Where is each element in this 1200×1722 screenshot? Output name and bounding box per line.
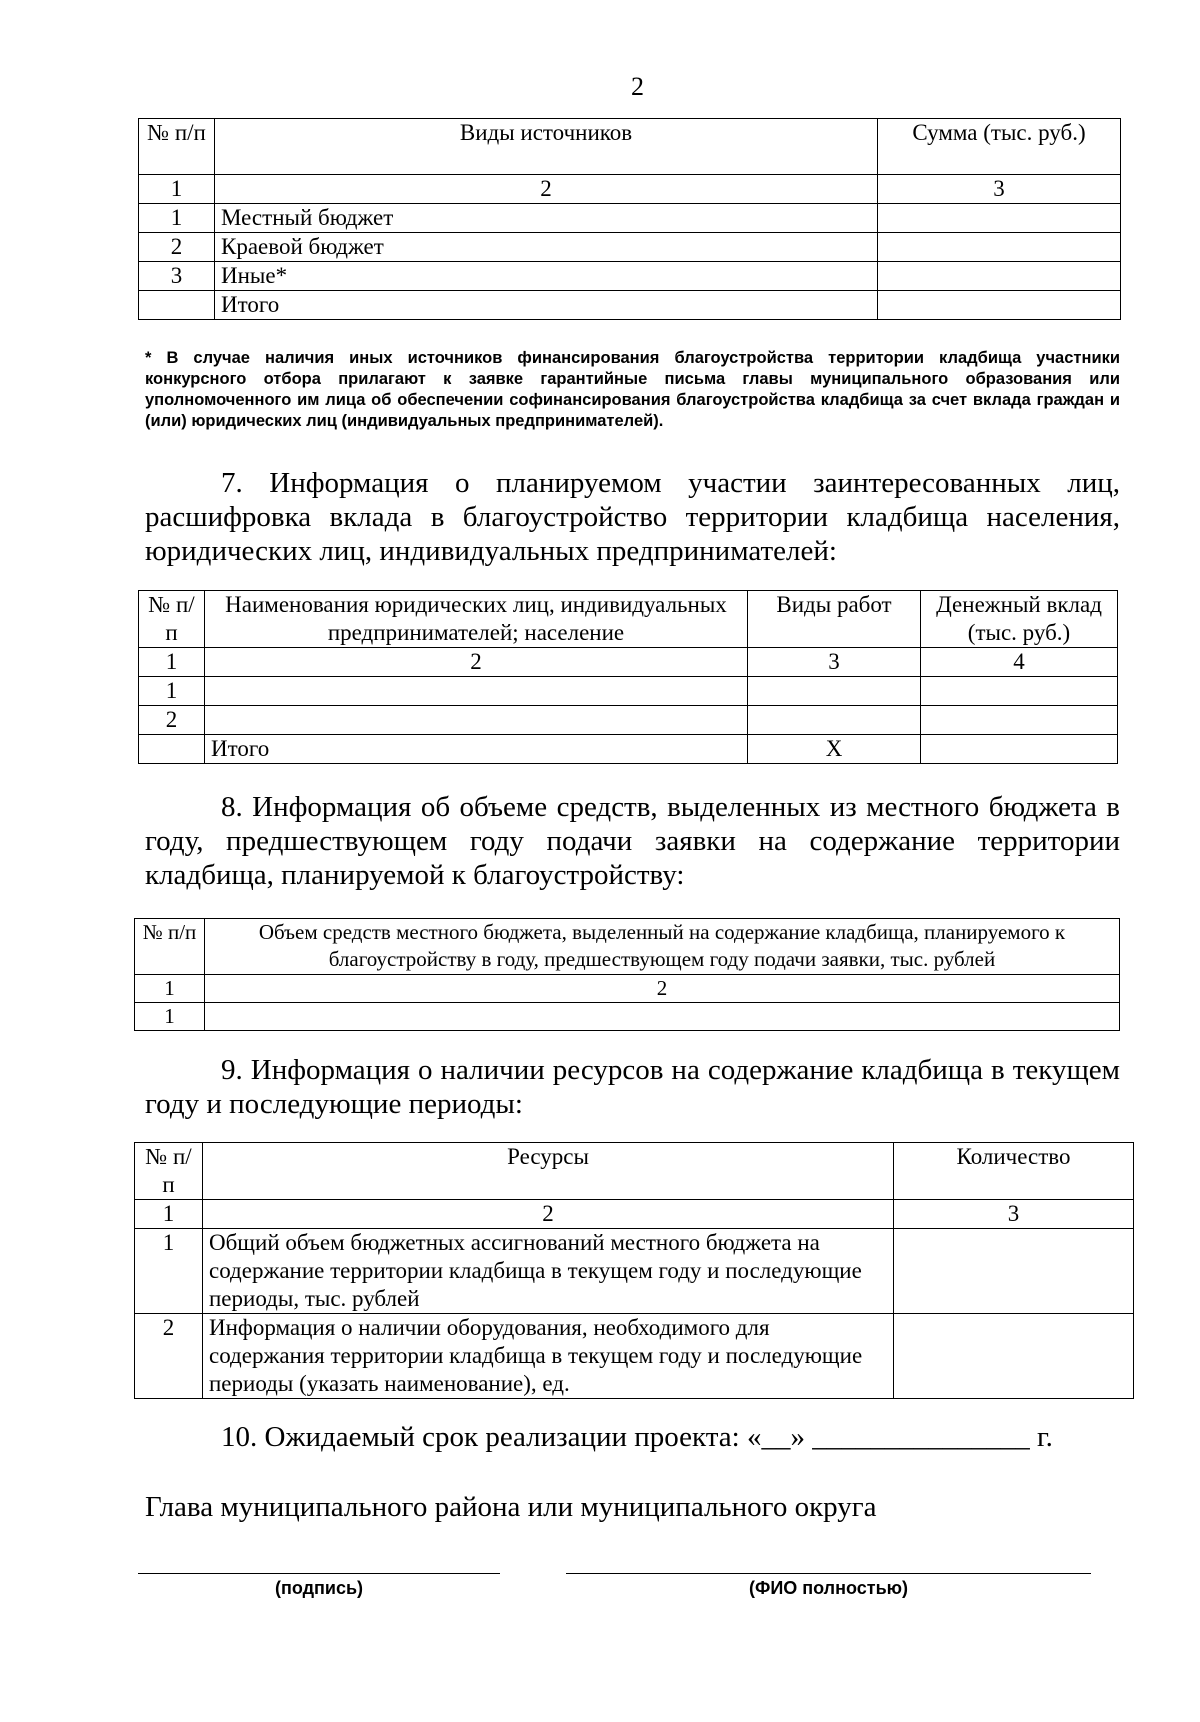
header-cell: Виды работ [748,591,921,648]
cell [205,1003,1120,1031]
cell: Итого [205,735,748,764]
cell [921,677,1118,706]
section-9-text: 9. Информация о наличии ресурсов на содержание кладбища в текущем году и последующие периоды: [145,1054,1120,1120]
budget-volume-table [134,918,1120,1031]
header-cell: Наименования юридических лиц, индивидуальных предпринимателей; население [205,591,748,648]
cell [921,706,1118,735]
header-cell: Ресурсы [203,1143,894,1200]
section-9-paragraph [145,1053,1120,1121]
header-cell: № п/п [139,119,215,175]
table-row [135,1229,1134,1314]
cell [878,233,1121,262]
cell [748,677,921,706]
cell: 1 [135,975,205,1003]
cell [878,262,1121,291]
signature-label: (подпись) [274,1578,364,1598]
cell [878,291,1121,320]
table-header-row [139,591,1118,648]
cell: 3 [139,262,215,291]
cell: 4 [921,648,1118,677]
section-10-paragraph [145,1420,1120,1454]
cell [205,706,748,735]
table-total-row [139,291,1121,320]
cell [205,677,748,706]
cell: 1 [135,1229,203,1314]
table-number-row [139,648,1118,677]
table-number-row [135,1200,1134,1229]
cell [894,1314,1134,1399]
header-cell: № п/п [135,1143,203,1200]
cell: Общий объем бюджетных ассигнований местного бюджета на содержание территории кладбища в текущем году и последующие периоды, тыс. рублей [203,1229,894,1314]
signature-line [138,1573,500,1574]
cell: 2 [205,975,1120,1003]
table-header-row [135,919,1120,975]
cell: 1 [139,677,205,706]
sources-table [138,118,1121,320]
cell: 2 [203,1200,894,1229]
header-cell: № п/п [135,919,205,975]
table-number-row [135,975,1120,1003]
cell [139,291,215,320]
table-row [139,262,1121,291]
contributors-table [138,590,1118,764]
header-cell: № п/п [139,591,205,648]
cell: 2 [139,233,215,262]
section-7-paragraph [145,466,1120,568]
cell: 1 [139,175,215,204]
page-number: 2 [631,72,644,101]
cell: Информация о наличии оборудования, необходимого для содержания территории кладбища в текущем году и последующие периоды (указать наименование), ед. [203,1314,894,1399]
cell [921,735,1118,764]
footnote: * В случае наличия иных источников финансирования благоустройства территории кладбища участники конкурсного отбора прилагают к заявке гарантийные письма главы муниципального образования или уполномоченного им лица об обеспечении софинансирования благоустройства кладбища за счет вклада граждан и (или) юридических лиц (индивидуальных предпринимателей). [145,349,1120,430]
header-cell: Объем средств местного бюджета, выделенный на содержание кладбища, планируемого к благоустройству в году, предшествующем году подачи заявки, тыс. рублей [205,919,1120,975]
head-title: Глава муниципального района или муниципального округа [145,1491,877,1523]
cell: 1 [139,648,205,677]
fio-line [566,1573,1091,1574]
cell: 1 [135,1003,205,1031]
header-cell: Денежный вклад (тыс. руб.) [921,591,1118,648]
cell [878,204,1121,233]
cell: 1 [135,1200,203,1229]
cell: 1 [139,204,215,233]
table-row [139,677,1118,706]
cell [139,735,205,764]
section-7-text: 7. Информация о планируемом участии заинтересованных лиц, расшифровка вклада в благоустройство территории кладбища населения, юридических лиц, индивидуальных предпринимателей: [145,467,1120,567]
cell: Краевой бюджет [215,233,878,262]
table-row [139,706,1118,735]
cell: 3 [878,175,1121,204]
cell [894,1229,1134,1314]
table-row [135,1003,1120,1031]
cell [748,706,921,735]
section-8-paragraph [145,790,1120,892]
table-header-row [135,1143,1134,1200]
cell: 3 [748,648,921,677]
table-row [135,1314,1134,1399]
resources-table [134,1142,1134,1399]
table-number-row [139,175,1121,204]
cell: 2 [139,706,205,735]
cell: Х [748,735,921,764]
cell: 3 [894,1200,1134,1229]
header-cell: Сумма (тыс. руб.) [878,119,1121,175]
section-10-text: 10. Ожидаемый срок реализации проекта: «__» _______________ г. [221,1421,1053,1453]
cell: Иные* [215,262,878,291]
cell: 2 [205,648,748,677]
cell: 2 [135,1314,203,1399]
header-cell: Виды источников [215,119,878,175]
cell: Итого [215,291,878,320]
fio-label: (ФИО полностью) [748,1578,909,1598]
table-total-row [139,735,1118,764]
header-cell: Количество [894,1143,1134,1200]
cell: Местный бюджет [215,204,878,233]
section-8-text: 8. Информация об объеме средств, выделенных из местного бюджета в году, предшествующем году подачи заявки на содержание территории кладбища, планируемой к благоустройству: [145,791,1120,891]
table-row [139,233,1121,262]
table-row [139,204,1121,233]
cell: 2 [215,175,878,204]
table-header-row [139,119,1121,175]
